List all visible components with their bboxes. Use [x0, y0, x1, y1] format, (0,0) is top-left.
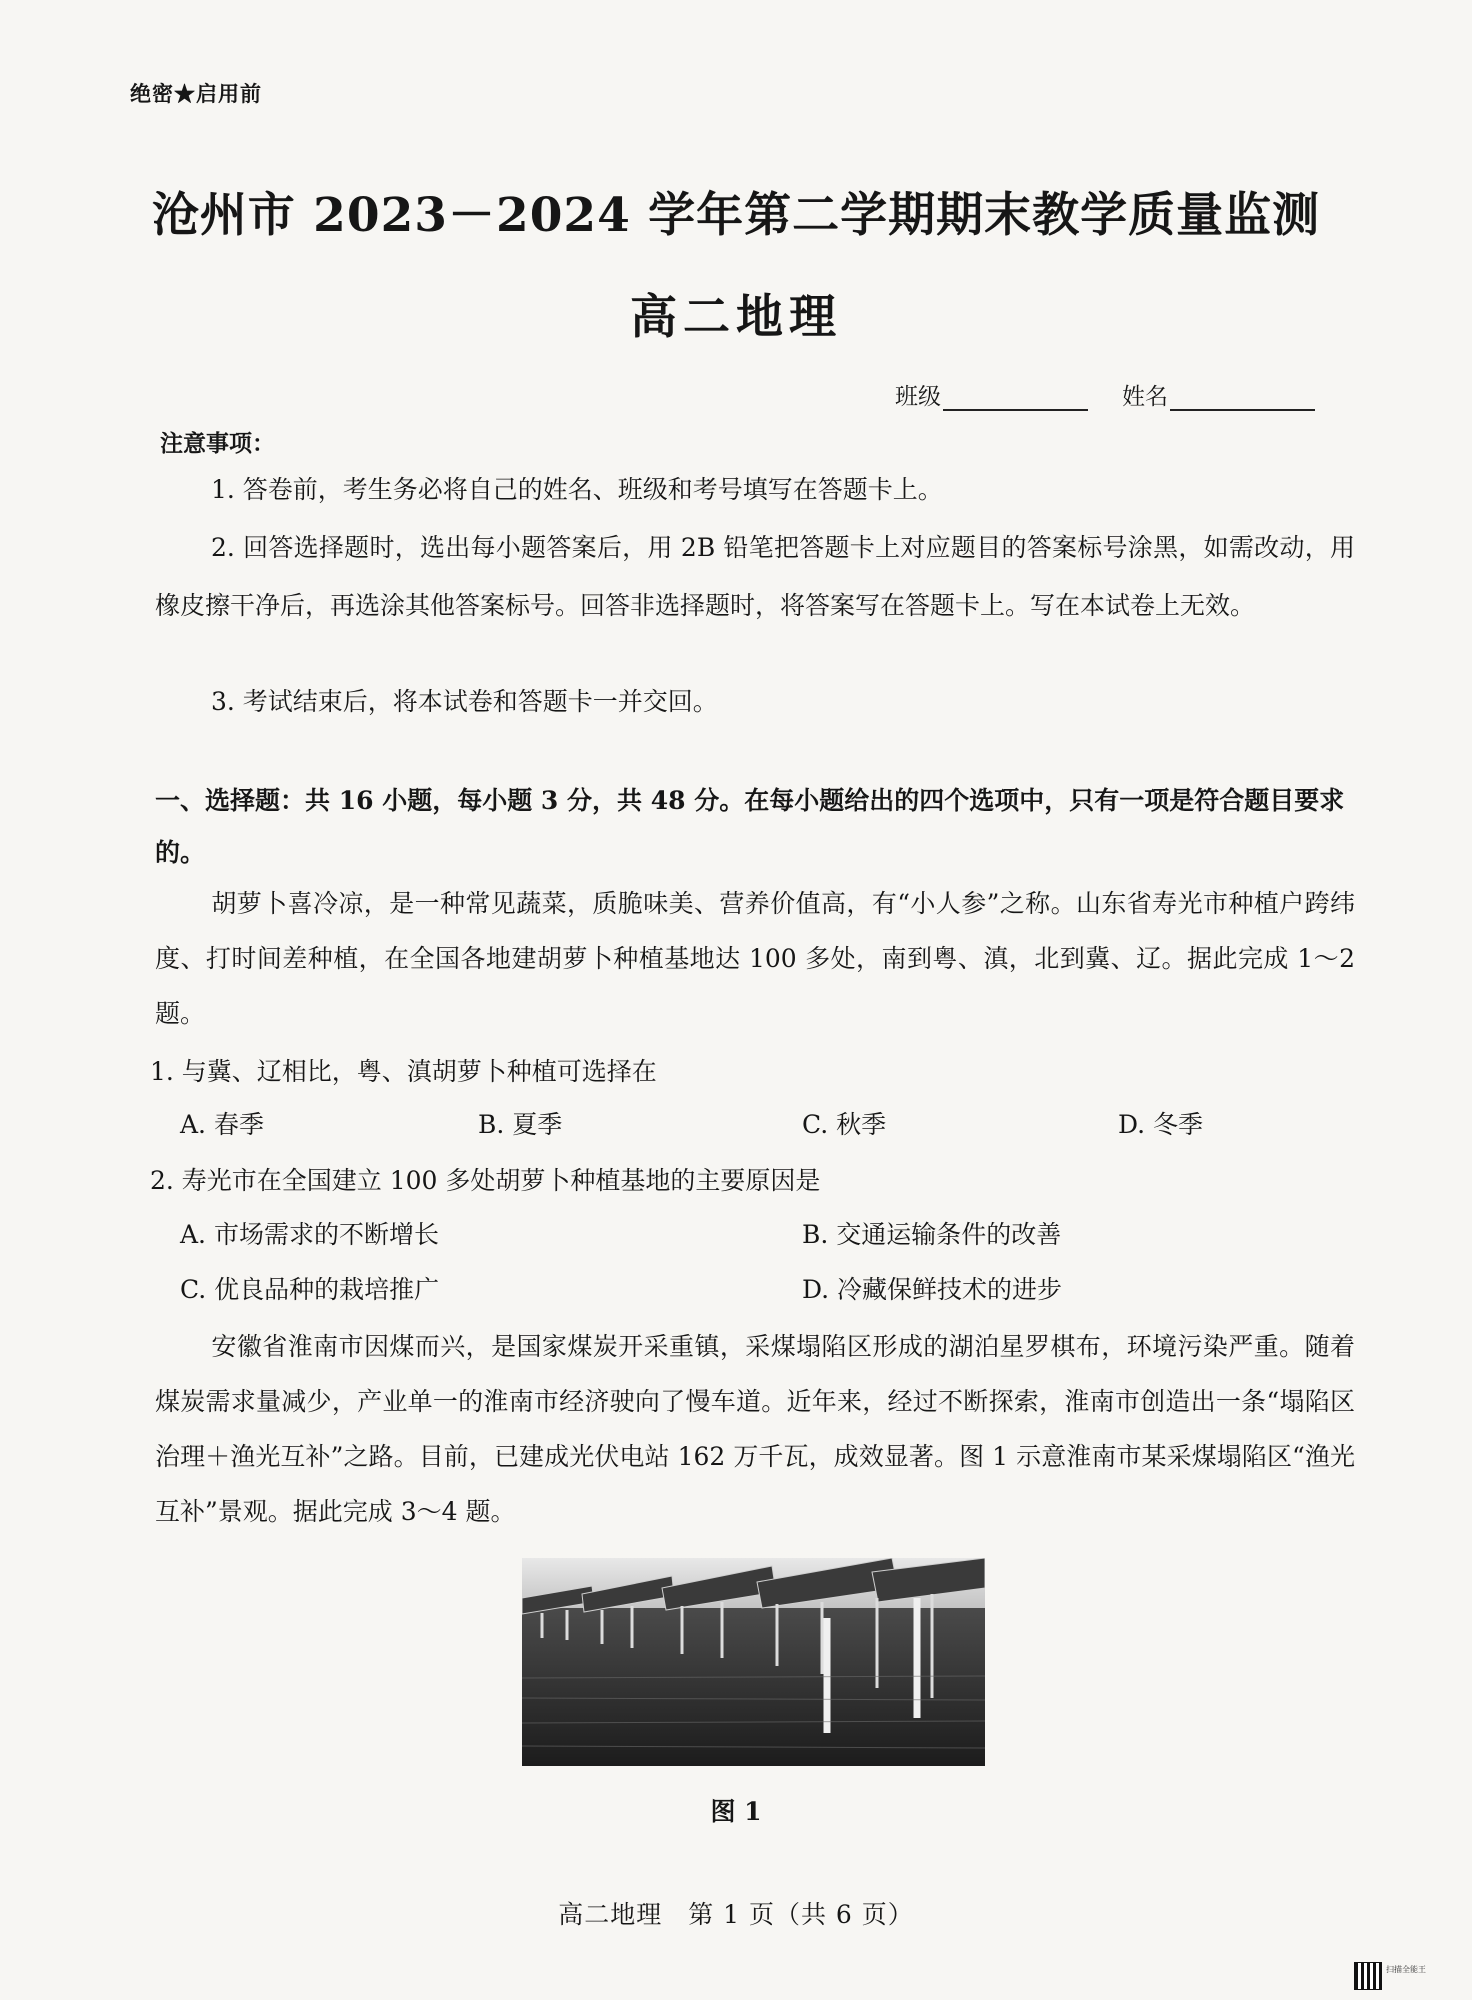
- passage-carrot: 胡萝卜喜冷凉，是一种常见蔬菜，质脆味美、营养价值高，有“小人参”之称。山东省寿光市种植户跨纬度、打时间差种植，在全国各地建胡萝卜种植基地达 100 多处，南到粤、滇，北到冀、辽。据此完成 1～2 题。: [155, 889, 1355, 1028]
- notice-item-1: 1. 答卷前，考生务必将自己的姓名、班级和考号填写在答题卡上。: [211, 475, 943, 504]
- qr-code-icon: [1354, 1962, 1382, 1990]
- passage-huainan: 安徽省淮南市因煤而兴，是国家煤炭开采重镇，采煤塌陷区形成的湖泊星罗棋布，环境污染严重。随着煤炭需求量减少，产业单一的淮南市经济驶向了慢车道。近年来，经过不断探索，淮南市创造出一条“塌陷区治理＋渔光互补”之路。目前，已建成光伏电站 162 万千瓦，成效显著。图 1 示意淮南市某采煤塌陷区“渔光互补”景观。据此完成 3～4 题。: [155, 1332, 1355, 1526]
- question-1-option-a: A. 春季: [180, 1110, 264, 1139]
- question-2-option-a: A. 市场需求的不断增长: [180, 1220, 439, 1249]
- exam-title: 沧州市 2023－2024 学年第二学期期末教学质量监测: [151, 188, 1321, 243]
- notice-heading: 注意事项：: [160, 430, 275, 457]
- section-heading: 一、选择题：共 16 小题，每小题 3 分，共 48 分。在每小题给出的四个选项中，只有一项是符合题目要求的。: [155, 786, 1345, 867]
- figure-1-photo: [522, 1558, 985, 1766]
- solar-panels-on-water-image: [522, 1558, 985, 1766]
- exam-subject: 高二地理: [630, 290, 842, 345]
- confidential-label: 绝密★启用前: [130, 81, 262, 106]
- class-field: [895, 378, 1088, 411]
- class-blank-line: [943, 381, 1088, 411]
- question-2-option-d: D. 冷藏保鲜技术的进步: [802, 1275, 1063, 1304]
- question-1-option-b: B. 夏季: [478, 1110, 563, 1139]
- question-2-option-b: B. 交通运输条件的改善: [802, 1220, 1062, 1249]
- notice-item-3: 3. 考试结束后，将本试卷和答题卡一并交回。: [211, 687, 718, 716]
- name-label: 姓名: [1122, 384, 1168, 410]
- scanner-watermark: [1354, 1962, 1434, 1992]
- figure-1-caption: 图 1: [710, 1797, 762, 1826]
- question-1-stem: 1. 与冀、辽相比，粤、滇胡萝卜种植可选择在: [150, 1057, 657, 1086]
- watermark-text: 扫描全能王: [1386, 1965, 1426, 1974]
- question-2-stem: 2. 寿光市在全国建立 100 多处胡萝卜种植基地的主要原因是: [150, 1166, 821, 1195]
- question-1-option-d: D. 冬季: [1118, 1110, 1204, 1139]
- class-label: 班级: [895, 384, 941, 410]
- page-footer: 高二地理 第 1 页（共 6 页）: [558, 1900, 914, 1929]
- notice-item-2: 2. 回答选择题时，选出每小题答案后，用 2B 铅笔把答题卡上对应题目的答案标号涂黑，如需改动，用橡皮擦干净后，再选涂其他答案标号。回答非选择题时，将答案写在答题卡上。写在本试卷上无效。: [155, 533, 1355, 620]
- name-blank-line: [1170, 381, 1315, 411]
- name-field: [1122, 378, 1315, 411]
- question-2-option-c: C. 优良品种的栽培推广: [180, 1275, 440, 1304]
- question-1-option-c: C. 秋季: [802, 1110, 887, 1139]
